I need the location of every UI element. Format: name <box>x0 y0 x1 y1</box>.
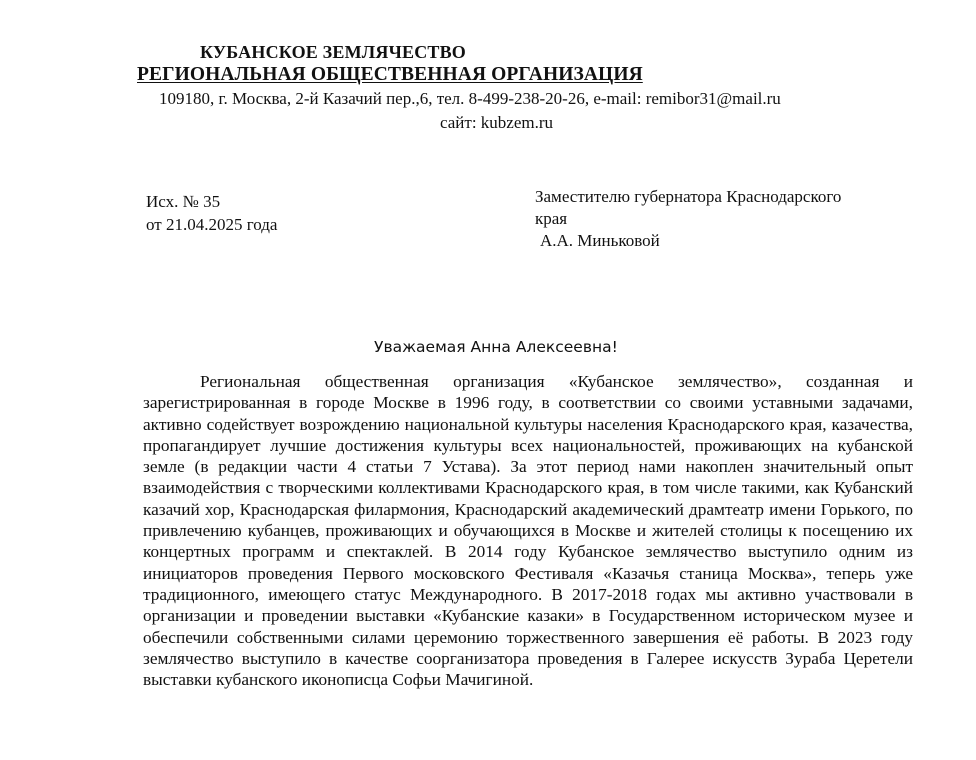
recipient-position-line1: Заместителю губернатора Краснодарского <box>535 187 842 206</box>
outgoing-date: от 21.04.2025 года <box>146 215 278 234</box>
organization-address: 109180, г. Москва, 2-й Казачий пер.,6, тел. 8-499-238-20-26, e-mail: remibor31@mail.ru <box>159 89 781 108</box>
recipient-block <box>535 186 895 252</box>
organization-site: сайт: kubzem.ru <box>440 113 554 132</box>
organization-type: РЕГИОНАЛЬНАЯ ОБЩЕСТВЕННАЯ ОРГАНИЗАЦИЯ <box>137 64 643 85</box>
outgoing-meta <box>146 190 277 236</box>
body-paragraph: Региональная общественная организация «Кубанское землячество», созданная и зарегистрированная в городе Москве в 1996 году, в соответствии со своими уставными задачами, активно содействует возрождению национальной культуры населения Краснодарского края, казачества, пропагандирует лучшие достижения культуры всех национальностей, проживающих на кубанской земле (в редакции части 4 статьи 7 Устава). За этот период нами накоплен значительный опыт взаимодействия с творческими коллективами Краснодарского края, в том числе такими, как Кубанский казачий хор, Краснодарская филармония, Краснодарский академический драмтеатр имени Горького, по привлечению кубанцев, проживающих и обучающихся в Москве и жителей столицы к посещению их концертных программ и спектаклей. В 2014 году Кубанское землячество выступило одним из инициаторов проведения Первого московского Фестиваля «Казачья станица Москва», теперь уже традиционного, имеющего статус Международного. В 2017-2018 годах мы активно участвовали в организации и проведении выставки «Кубанские казаки» в Государственном историческом музее и обеспечили собственными силами церемонию торжественного завершения её работы. В 2023 году землячество выступило в качестве соорганизатора проведения в Галерее искусств Зураба Церетели выставки кубанского иконописца Софьи Мачигиной. <box>143 372 913 690</box>
organization-name: КУБАНСКОЕ ЗЕМЛЯЧЕСТВО <box>200 42 467 62</box>
outgoing-number: Исх. № 35 <box>146 192 221 211</box>
recipient-position-line2: края <box>535 209 568 228</box>
salutation: Уважаемая Анна Алексеевна! <box>374 338 618 356</box>
recipient-name: А.А. Миньковой <box>540 231 660 250</box>
